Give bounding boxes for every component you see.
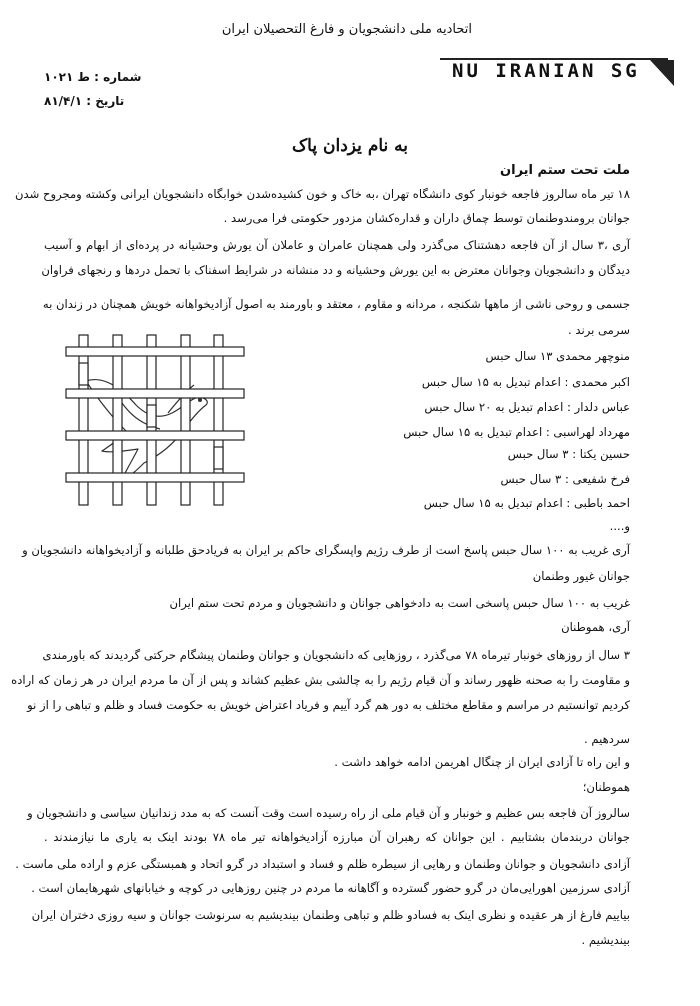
letter-date: تاریخ : ۸۱/۴/۱ xyxy=(44,94,125,108)
text-line: جوانان غیور وطنمان xyxy=(532,569,630,583)
text-line: جوانان برومندوطنمان توسط چماق داران و قداره‌کشان مزدور حکومتی فرا می‌رسد . xyxy=(223,211,630,225)
prisoner-item: منوچهر محمدی ۱۳ سال حبس xyxy=(485,349,630,363)
text-line: جوانان دربندمان بشتابیم . این جوانان که رهبران آن مبارزه آزادیخواهانه تیر ماه ۷۸ بودند اینک به یاری ما نیازمندند . xyxy=(44,830,630,844)
text-line: و.... xyxy=(609,519,630,533)
text-line: دیدگان و دانشجویان وجوانان معترض به این یورش وحشیانه و دد منشانه در شرایط اسفناک با تحمل دردها و رنجهای فراوان xyxy=(41,263,630,277)
prisoner-item: احمد باطبی : اعدام تبدیل به ۱۵ سال حبس xyxy=(423,496,630,510)
text-line: بیاییم فارغ از هر عقیده و نظری اینک به فسادو ظلم و تباهی وطنمان بیندیشیم به سرنوشت جوانان و سیه روزی دختران ایران xyxy=(31,908,630,922)
organization-logo-text: NU IRANIAN SG xyxy=(452,60,640,82)
text-line: بیندیشیم . xyxy=(581,933,630,947)
text-line: سالروز آن فاجعه بس عظیم و خونبار و آن قیام ملی از راه رسیده است وقت آنست که به مدد زندانیان سیاسی و دانشجویان و xyxy=(27,806,630,820)
salutation: ملت تحت ستم ایران xyxy=(500,163,630,178)
text-line: آری ،۳ سال از آن فاجعه دهشتناک می‌گذرد ولی همچنان عامران و عاملان آن یورش وحشیانه در پرده‌ای از ابهام و آسیب xyxy=(44,238,630,252)
organization-title: اتحادیه ملی دانشجویان و فارغ التحصیلان ایران xyxy=(221,22,472,37)
text-line: و مقاومت را به صحنه ظهور رساند و آن قیام رژیم را به چالشی بش عظیم کشاند و پس از آن ما مردم ایران در هر زمان که اراده xyxy=(11,673,630,687)
text-line: آری، هموطنان xyxy=(561,620,630,634)
prisoner-item: اکبر محمدی : اعدام تبدیل به ۱۵ سال حبس xyxy=(421,375,630,389)
text-line: جسمی و روحی ناشی از ماهها شکنجه ، مردانه و مقاوم ، معتقد و باورمند به اصول آزادیخواهانه خویش همچنان در زندان به xyxy=(42,297,630,311)
text-line: آزادی سرزمین اهورایی‌مان در گرو حضور گسترده و آگاهانه ما مردم در چنین روزهایی در کوچه و خیابانهای شهرهایمان است . xyxy=(31,881,630,895)
text-line: غریب به ۱۰۰ سال حبس پاسخی است به دادخواهی جوانان و دانشجویان و مردم تحت ستم ایران xyxy=(169,596,630,610)
text-line: سردهیم . xyxy=(584,732,630,746)
text-line: ۱۸ تیر ماه سالروز فاجعه خونبار کوی دانشگاه تهران ،به خاک و خون کشیده‌شدن خوابگاه دانشجویان ایرانی وکشته ومجروح شدن xyxy=(14,187,630,201)
prisoner-item: مهرداد لهراسبی : اعدام تبدیل به ۱۵ سال حبس xyxy=(403,425,630,439)
text-line: هموطنان؛ xyxy=(582,780,630,794)
logo-triangle-icon xyxy=(644,58,674,86)
text-line: و این راه تا آزادی ایران از چنگال اهریمن ادامه خواهد داشت . xyxy=(334,755,630,769)
text-line: سرمی برند . xyxy=(568,323,630,337)
caged-dove-icon xyxy=(64,333,246,507)
prisoner-item: حسین یکتا : ۳ سال حبس xyxy=(507,447,630,461)
text-line: کردیم توانستیم در مراسم و مقاطع مختلف به دور هم گرد آییم و فریاد اعتراض خویش به حکومت فساد و ظلم و تباهی را از نو xyxy=(27,698,630,712)
prisoner-item: عباس دلدار : اعدام تبدیل به ۲۰ سال حبس xyxy=(424,400,630,414)
text-line: آزادی دانشجویان و جوانان وطنمان و رهایی از سیطره ظلم و فساد و استبداد در گرو اتحاد و همبستگی عزم و اراده ملی ماست . xyxy=(15,857,630,871)
text-line: ۳ سال از روزهای خونبار تیرماه ۷۸ می‌گذرد ، روزهایی که دانشجویان و جوانان وطنمان پیشگام حرکتی گردیدند که باورمندی xyxy=(42,648,630,662)
prisoner-item: فرخ شفیعی : ۳ سال حبس xyxy=(500,472,630,486)
basmala-heading: به نام یزدان پاک xyxy=(291,136,409,156)
text-line: آری غریب به ۱۰۰ سال حبس پاسخ است از طرف رژیم واپسگرای حاکم بر ایران به فریادحق طلبانه و آزادیخواهانه دانشجویان و xyxy=(22,543,630,557)
letter-number: شماره : ط ۱۰۲۱ xyxy=(44,70,142,84)
